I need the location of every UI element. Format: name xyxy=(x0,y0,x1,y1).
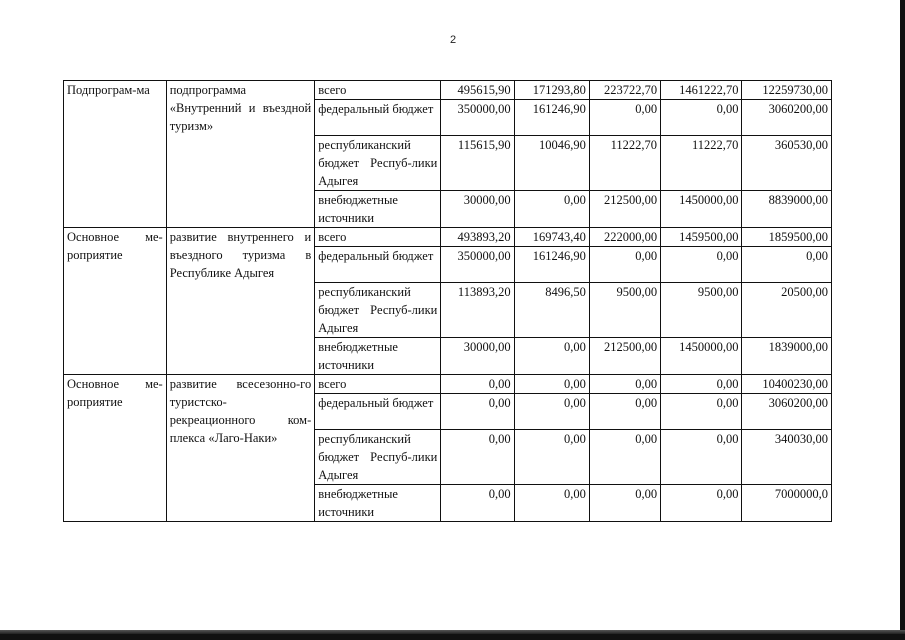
value-cell: 222000,00 xyxy=(589,228,660,247)
name-cell: развитие внутреннего и въездного туризма в Республике Адыгея xyxy=(166,228,315,375)
value-cell: 10400230,00 xyxy=(742,375,832,394)
value-cell: 0,00 xyxy=(661,485,742,522)
source-cell: федеральный бюджет xyxy=(315,247,441,283)
value-cell: 171293,80 xyxy=(514,81,589,100)
value-cell: 169743,40 xyxy=(514,228,589,247)
value-cell: 350000,00 xyxy=(441,100,514,136)
value-cell: 10046,90 xyxy=(514,136,589,191)
table-row xyxy=(64,375,832,394)
source-cell: внебюджетные источники xyxy=(315,338,441,375)
value-cell: 1859500,00 xyxy=(742,228,832,247)
value-cell: 0,00 xyxy=(661,394,742,430)
value-cell: 11222,70 xyxy=(661,136,742,191)
value-cell: 0,00 xyxy=(589,375,660,394)
table-row xyxy=(64,228,832,247)
level-cell: Основное ме-роприятие xyxy=(64,228,167,375)
value-cell: 350000,00 xyxy=(441,247,514,283)
table-row xyxy=(64,81,832,100)
value-cell: 0,00 xyxy=(441,485,514,522)
value-cell: 495615,90 xyxy=(441,81,514,100)
value-cell: 212500,00 xyxy=(589,338,660,375)
value-cell: 0,00 xyxy=(589,430,660,485)
source-cell: внебюджетные источники xyxy=(315,485,441,522)
source-cell: республиканский бюджет Респуб-лики Адыгея xyxy=(315,430,441,485)
value-cell: 8496,50 xyxy=(514,283,589,338)
value-cell: 20500,00 xyxy=(742,283,832,338)
value-cell: 30000,00 xyxy=(441,338,514,375)
value-cell: 115615,90 xyxy=(441,136,514,191)
source-cell: федеральный бюджет xyxy=(315,100,441,136)
source-cell: внебюджетные источники xyxy=(315,191,441,228)
value-cell: 11222,70 xyxy=(589,136,660,191)
value-cell: 493893,20 xyxy=(441,228,514,247)
scan-edge-right xyxy=(900,0,905,640)
value-cell: 0,00 xyxy=(661,430,742,485)
value-cell: 0,00 xyxy=(514,394,589,430)
value-cell: 1450000,00 xyxy=(661,191,742,228)
source-cell: всего xyxy=(315,228,441,247)
value-cell: 340030,00 xyxy=(742,430,832,485)
value-cell: 0,00 xyxy=(742,247,832,283)
source-cell: федеральный бюджет xyxy=(315,394,441,430)
value-cell: 3060200,00 xyxy=(742,394,832,430)
value-cell: 113893,20 xyxy=(441,283,514,338)
level-cell: Подпрограм-ма xyxy=(64,81,167,228)
value-cell: 1461222,70 xyxy=(661,81,742,100)
value-cell: 0,00 xyxy=(514,191,589,228)
value-cell: 0,00 xyxy=(441,430,514,485)
scan-edge-bottom xyxy=(0,634,905,640)
name-cell: развитие всесезонно-го туристско-рекреационного ком-плекса «Лаго-Наки» xyxy=(166,375,315,522)
source-cell: республиканский бюджет Респуб-лики Адыгея xyxy=(315,283,441,338)
value-cell: 223722,70 xyxy=(589,81,660,100)
value-cell: 8839000,00 xyxy=(742,191,832,228)
value-cell: 0,00 xyxy=(589,100,660,136)
value-cell: 0,00 xyxy=(661,100,742,136)
value-cell: 161246,90 xyxy=(514,100,589,136)
source-cell: всего xyxy=(315,81,441,100)
value-cell: 30000,00 xyxy=(441,191,514,228)
value-cell: 161246,90 xyxy=(514,247,589,283)
value-cell: 1839000,00 xyxy=(742,338,832,375)
value-cell: 0,00 xyxy=(589,485,660,522)
source-cell: республиканский бюджет Респуб-лики Адыгея xyxy=(315,136,441,191)
level-cell: Основное ме-роприятие xyxy=(64,375,167,522)
source-cell: всего xyxy=(315,375,441,394)
value-cell: 0,00 xyxy=(514,485,589,522)
value-cell: 12259730,00 xyxy=(742,81,832,100)
value-cell: 0,00 xyxy=(514,338,589,375)
value-cell: 0,00 xyxy=(589,394,660,430)
value-cell: 0,00 xyxy=(514,430,589,485)
value-cell: 9500,00 xyxy=(661,283,742,338)
value-cell: 0,00 xyxy=(441,375,514,394)
value-cell: 0,00 xyxy=(514,375,589,394)
value-cell: 1450000,00 xyxy=(661,338,742,375)
value-cell: 212500,00 xyxy=(589,191,660,228)
value-cell: 0,00 xyxy=(441,394,514,430)
value-cell: 9500,00 xyxy=(589,283,660,338)
budget-table xyxy=(63,80,832,522)
name-cell: подпрограмма «Внутренний и въездной туризм» xyxy=(166,81,315,228)
value-cell: 0,00 xyxy=(589,247,660,283)
page-number: 2 xyxy=(450,34,457,46)
value-cell: 7000000,0 xyxy=(742,485,832,522)
value-cell: 0,00 xyxy=(661,375,742,394)
value-cell: 3060200,00 xyxy=(742,100,832,136)
value-cell: 360530,00 xyxy=(742,136,832,191)
value-cell: 1459500,00 xyxy=(661,228,742,247)
value-cell: 0,00 xyxy=(661,247,742,283)
